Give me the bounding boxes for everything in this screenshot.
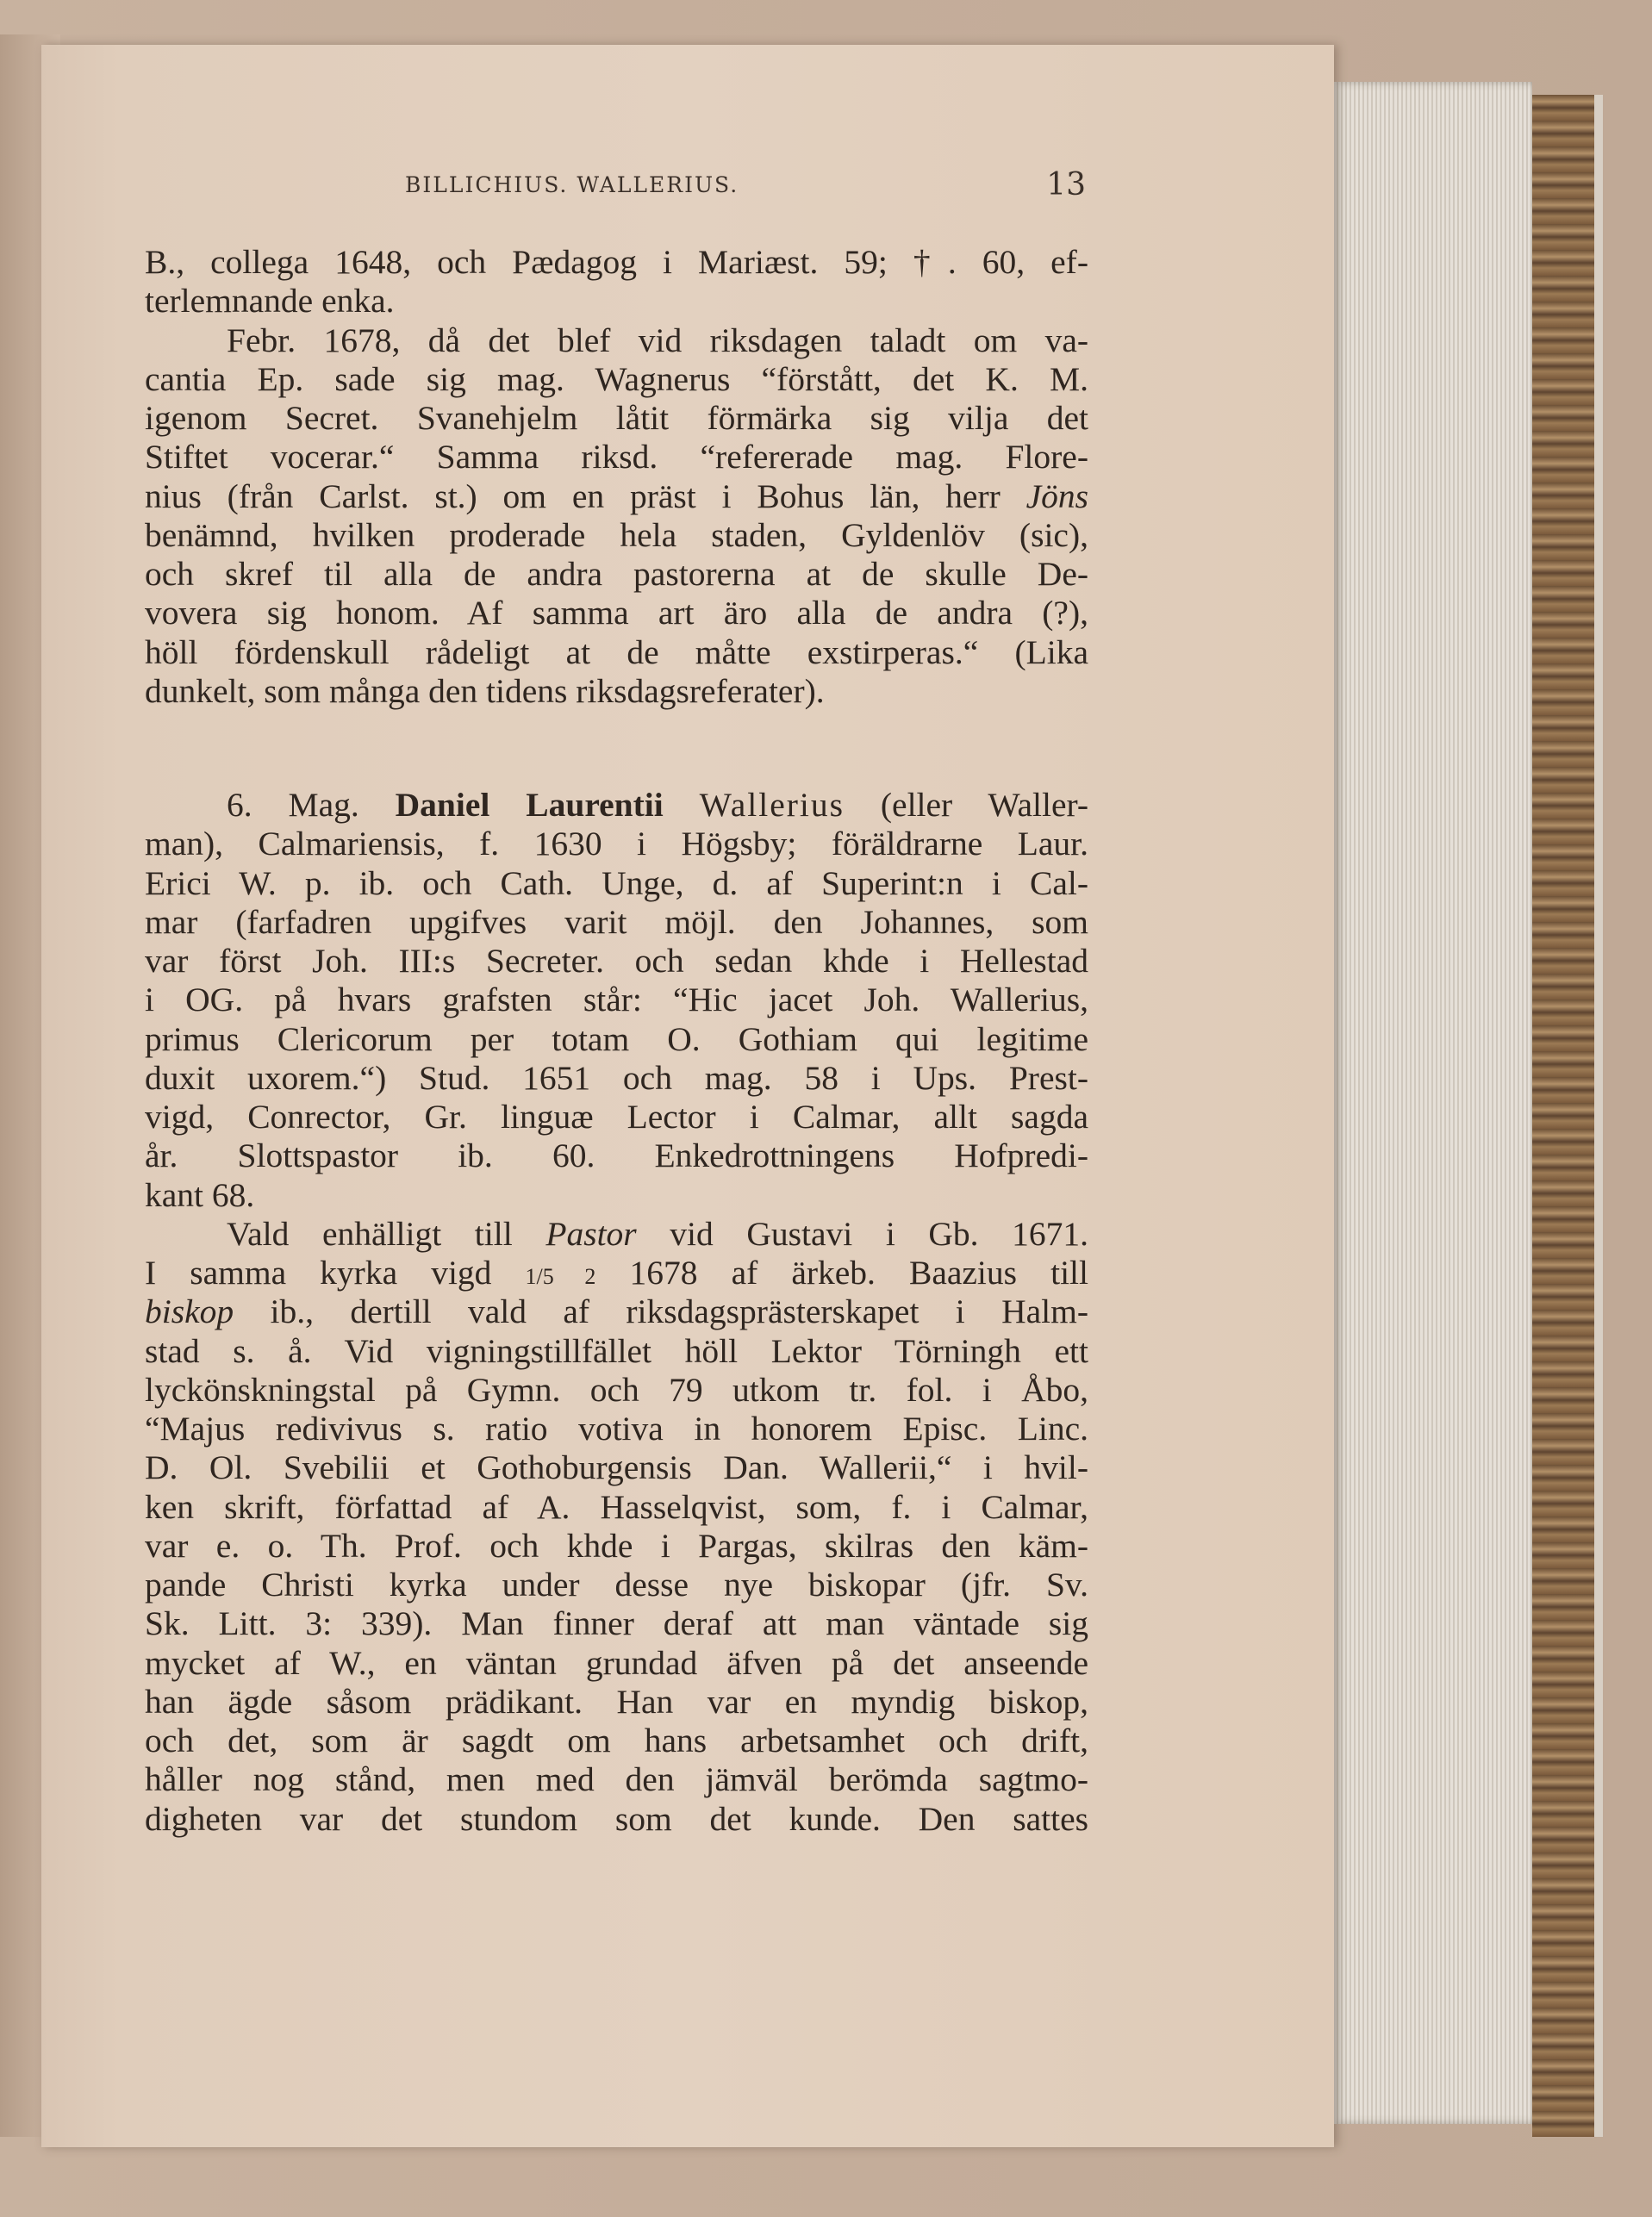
text-line: i OG. på hvars grafsten står: “Hic jacet Joh. Wallerius,: [145, 981, 1088, 1019]
text-line: Febr. 1678, då det blef vid riksdagen taladt om va-: [227, 321, 1088, 359]
text-line: benämnd, hvilken proderade hela staden, Gyldenlöv (sic),: [145, 515, 1088, 554]
text-line: vovera sig honom. Af samma art äro alla de andra (?),: [145, 594, 1088, 632]
text-fragment: 1678 af ärkeb. Baazius till: [629, 1254, 1089, 1292]
text-line: mar (farfadren upgifves varit möjl. den Johannes, som: [145, 902, 1088, 941]
text-line: igenom Secret. Svanehjelm låtit förmärka sig vilja det: [145, 399, 1088, 437]
text-line: duxit uxorem.“) Stud. 1651 och mag. 58 i Ups. Prest-: [145, 1058, 1088, 1097]
text-fragment: Vald enhälligt till: [227, 1214, 513, 1253]
text-line-with-italic: [145, 477, 1088, 516]
text-line: digheten var det stundom som det kunde. Den sattes: [145, 1799, 1088, 1838]
text-line: “Majus redivivus s. ratio votiva in honorem Episc. Linc.: [145, 1410, 1088, 1448]
text-line: var först Joh. III:s Secreter. och sedan khde i Hellestad: [145, 942, 1088, 980]
text-line-with-italic: [145, 1215, 1088, 1254]
book-cover-edge: [1532, 95, 1603, 2137]
italic-word: Pastor: [545, 1214, 637, 1253]
date-fraction: 1/5 2: [525, 1264, 596, 1289]
text-line-with-fraction: [145, 1254, 1088, 1292]
entry-block-6: [145, 786, 1088, 1839]
text-line: och det, som är sagdt om hans arbetsamhet och drift,: [145, 1722, 1088, 1759]
text-line: och skref til alla de andra pastorerna at de skulle De-: [145, 555, 1088, 593]
text-line: dunkelt, som många den tidens riksdagsreferater).: [145, 671, 825, 710]
text-fragment: (eller Waller-: [880, 786, 1089, 824]
entry-heading-line: [145, 786, 1088, 825]
text-line: stad s. å. Vid vigningstillfället höll Lektor Törningh ett: [145, 1331, 1088, 1370]
text-line: vigd, Conrector, Gr. linguæ Lector i Calmar, allt sagda: [145, 1098, 1088, 1136]
text-line: år. Slottspastor ib. 60. Enkedrottningens Hofpredi-: [145, 1137, 1088, 1175]
text-line: mycket af W., en väntan grundad äfven på det anseende: [145, 1643, 1088, 1682]
text-line: D. Ol. Svebilii et Gothoburgensis Dan. Wallerii,“ i hvil-: [145, 1448, 1088, 1487]
text-fragment: vid Gustavi i Gb. 1671.: [670, 1214, 1089, 1253]
page-stack-edge: [1334, 82, 1532, 2124]
paragraph-block-1: [145, 243, 1088, 711]
italic-word: biskop: [145, 1292, 234, 1331]
running-head: BILLICHIUS. WALLERIUS.: [405, 172, 739, 197]
text-line: Sk. Litt. 3: 339). Man finner deraf att man väntade sig: [145, 1604, 1088, 1643]
text-fragment: ib., dertill vald af riksdagsprästerskapet i Halm-: [270, 1292, 1089, 1331]
text-line: B., collega 1648, och Pædagog i Mariæst. 59; †. 60, ef-: [145, 243, 1088, 281]
text-line: Stiftet vocerar.“ Samma riksd. “refererade mag. Flore-: [145, 438, 1088, 476]
text-fragment: I samma kyrka vigd: [145, 1254, 492, 1292]
text-line: primus Clericorum per totam O. Gothiam qui legitime: [145, 1019, 1088, 1058]
text-line: cantia Ep. sade sig mag. Wagnerus “förstått, det K. M.: [145, 359, 1088, 398]
entry-surname: Wallerius: [699, 786, 845, 824]
text-fragment: nius (från Carlst. st.) om en präst i Bohus län, herr: [145, 476, 1001, 515]
text-line: ken skrift, författad af A. Hasselqvist, som, f. i Calmar,: [145, 1487, 1088, 1526]
italic-name: Jöns: [1025, 476, 1088, 515]
text-line: kant 68.: [145, 1175, 255, 1214]
page-number: 13: [1046, 167, 1086, 202]
text-line: man), Calmariensis, f. 1630 i Högsby; föräldrarne Laur.: [145, 825, 1088, 863]
text-line: var e. o. Th. Prof. och khde i Pargas, skilras den käm-: [145, 1526, 1088, 1565]
entry-number: 6. Mag.: [227, 786, 359, 824]
text-line: lyckönskningstal på Gymn. och 79 utkom tr. fol. i Åbo,: [145, 1370, 1088, 1409]
text-line: håller nog stånd, men med den jämväl berömda sagtmo-: [145, 1760, 1088, 1799]
entry-name: Daniel Laurentii: [395, 786, 664, 824]
text-line: terlemnande enka.: [145, 282, 395, 321]
text-line-with-italic: [145, 1292, 1088, 1331]
text-line: pande Christi kyrka under desse nye biskopar (jfr. Sv.: [145, 1566, 1088, 1604]
text-line: höll fördenskull rådeligt at de måtte exstirperas.“ (Lika: [145, 632, 1088, 671]
text-line: Erici W. p. ib. och Cath. Unge, d. af Superint:n i Cal-: [145, 863, 1088, 902]
text-line: han ägde såsom prädikant. Han var en myndig biskop,: [145, 1682, 1088, 1721]
